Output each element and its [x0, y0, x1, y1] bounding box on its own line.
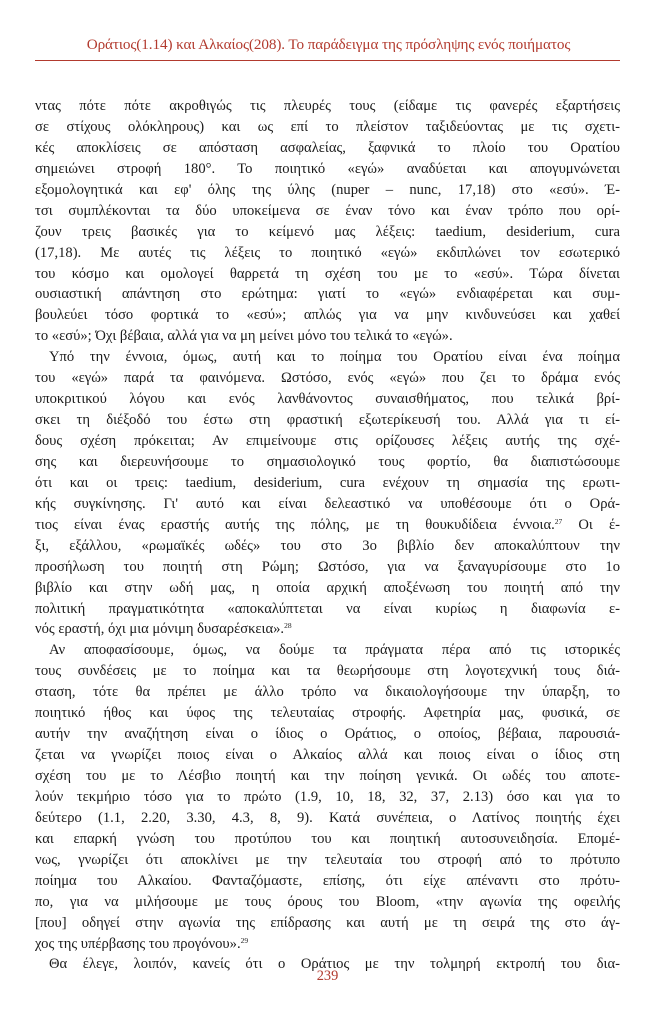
text-line: ζεται να γνωρίζει ποιος είναι ο Αλκαίος αλλά και ποιος είναι ο ίδιος στη	[35, 747, 620, 764]
text-line: πολιτική πραγματικότητα «αποκαλύπτεται να είναι κυρίως η διαφωνία ε-	[35, 600, 620, 617]
text-line: σκει τη διέξοδό του έστω στη φραστική εξωτερίκευσή του. Αλλά για τι εί-	[35, 412, 620, 429]
text-line: του κόσμο και ομολογεί θαρρετά τη σχέση του με το «εσύ». Τώρα δίνεται	[35, 265, 620, 282]
text-fragment: χος της υπέρβασης του προγόνου».	[35, 935, 241, 952]
text-line: λούν τεκμήριο τόσο για το πρώτο (1.9, 10, 18, 32, 37, 2.13) όσο και για το	[35, 788, 620, 805]
text-line: ξι, εξάλλου, «ρωμαϊκές ωδές» του στο 3ο βιβλίο δεν αποκαλύπτουν την	[35, 537, 620, 554]
footnote-marker: 28	[284, 621, 292, 631]
text-line: το «εσύ»; Όχι βέβαια, αλλά για να μη μείνει μόνο του τελικά το «εγώ».	[35, 328, 453, 345]
text-fragment: τιος είναι ένας εραστής αυτής της πόλης, με τη θουκυδίδεια έννοια.	[35, 516, 555, 533]
text-line: δεύτερο (1.1, 2.20, 3.30, 4.3, 8, 9). Κατά συνέπεια, ο Λατίνος ποιητής έχει	[35, 809, 620, 826]
text-line: [που] οδηγεί στην αγωνία της επίδρασης και αυτή με τη σειρά της στο άγ-	[35, 914, 620, 931]
text-line: ζουν τρεις βασικές για το κείμενό μας λέξεις: taedium, desiderium, cura	[35, 223, 620, 240]
text-line: προσήλωση του ποιητή στη Ρώμη; Ωστόσο, για να ξαναγυρίσουμε στο 1ο	[35, 558, 620, 575]
text-line: ουσιαστική απάντηση στο ερώτημα: γιατί το «εγώ» ενδιαφέρεται και συμ-	[35, 286, 620, 303]
text-line: και επαρκή γνώση του προτύπου του και ποιητική αυτοσυνειδησία. Επομέ-	[35, 830, 620, 847]
text-line: βιβλίο και στην ωδή μας, η οποία αρχική αποξένωση του ποιητή από την	[35, 579, 620, 596]
footnote-marker: 29	[240, 935, 249, 945]
text-line: εξομολογητικά και εφ' όλης της ύλης (nuper – nunc, 17,18) στο «εσύ». Έ-	[35, 181, 620, 198]
text-line: ότι και οι τρεις: taedium, desiderium, cura ενέχουν τη σημασία της ερωτι-	[35, 474, 620, 491]
text-line: νως, γνωρίζει ότι αποκλίνει με την τελευταία του στροφή από το πρότυπο	[35, 851, 620, 868]
text-line: υποκριτικού λόγου και ενός λανθάνοντος συναισθήματος, που τελικά βρί-	[35, 391, 620, 408]
text-fragment: νός εραστή, όχι μια μόνιμη δυσαρέσκεια».	[35, 621, 285, 638]
text-line	[35, 934, 620, 955]
text-line: σης και διερευνήσουμε το σημασιολογικό τους φορτίο, θα διαπιστώσουμε	[35, 453, 620, 470]
footnote-marker: 27	[554, 516, 563, 526]
text-line: του «εγώ» παρά τα φαινόμενα. Ωστόσο, ενός «εγώ» που ζει το δράμα ενός	[35, 370, 620, 387]
text-line: σημειώνει στροφή 180°. Το ποιητικό «εγώ» αναδύεται και απογυμνώνεται	[35, 160, 620, 177]
body-text	[35, 96, 620, 975]
text-line: τους συνδέσεις με το ποίημα και τα θεωρήσουμε στη λογοτεχνική τους διά-	[35, 663, 620, 680]
text-line: (17,18). Με αυτές τις λέξεις το ποιητικό «εγώ» εκδιπλώνει τον εσωτερικό	[35, 244, 620, 261]
text-line	[35, 515, 620, 536]
text-line: σταση, τότε θα πρέπει με άλλο τρόπο να δικαιολογήσουμε την ύπαρξη, το	[35, 684, 620, 701]
page-number: 239	[316, 968, 339, 984]
text-fragment: Οι έ-	[562, 516, 620, 533]
text-line: αυτήν την αναζήτηση είναι ο ίδιος ο Οράτιος, ο οποίος, βέβαια, παρουσιά-	[35, 726, 620, 743]
text-line: πο, για να μιλήσουμε με τους όρους του Bloom, «την αγωνία της οφειλής	[35, 893, 620, 910]
text-line: ντας πότε πότε ακροθιγώς τις πλευρές τους (είδαμε τις φανερές εξαρτήσεις	[35, 98, 620, 114]
text-line: Αν αποφασίσουμε, όμως, να δούμε τα πράγματα πέρα από τις ιστορικές	[49, 642, 620, 659]
text-line: ποιητικό ήθος και ύφος της τελευταίας στροφής. Αφετηρία μας, φυσικά, σε	[35, 705, 620, 722]
text-line: κής συγκίνησης. Γι' αυτό και είναι δελεαστικό να υποθέσουμε ότι ο Ορά-	[35, 495, 620, 512]
text-line: βουλεύει τόσο φορτικά το «εσύ»; απλώς για να μην κινδυνεύσει και χαθεί	[35, 307, 620, 324]
text-line: τσι συμπλέκονται τα δύο υποκείμενα σε έναν τόνο και έναν τρόπο που ορί-	[35, 202, 620, 219]
running-head: Οράτιος(1.14) και Αλκαίος(208). Το παράδειγμα της πρόσληψης ενός ποιήματος	[86, 36, 571, 53]
text-line: σχέση του με το Λέσβιο ποιητή και την ποίηση γενικά. Οι ωδές του αποτε-	[35, 768, 620, 784]
text-line: δους σχέση πρόκειται; Αν επιμείνουμε στις ορίζουσες λέξεις αυτής της σχέ-	[35, 433, 620, 449]
text-line: Θα έλεγε, λοιπόν, κανείς ότι ο Οράτιος με την τολμηρή εκτροπή του δια-	[49, 956, 620, 973]
text-line: κές αποκλίσεις σε απόσταση ασφαλείας, ξαφνικά το πλοίο του Ορατίου	[35, 139, 620, 156]
text-line: ποίημα του Αλκαίου. Φανταζόμαστε, επίσης, ότι είχε απέναντι στο πρότυ-	[35, 872, 620, 889]
text-line: σε στίχους ολόκληρους) και ως επί το πλείστον ταξιδεύοντας με τις σχετι-	[35, 118, 620, 135]
text-line	[35, 619, 620, 640]
text-line: Υπό την έννοια, όμως, αυτή και το ποίημα του Ορατίου είναι ένα ποίημα	[49, 349, 620, 366]
header-rule	[35, 60, 620, 61]
